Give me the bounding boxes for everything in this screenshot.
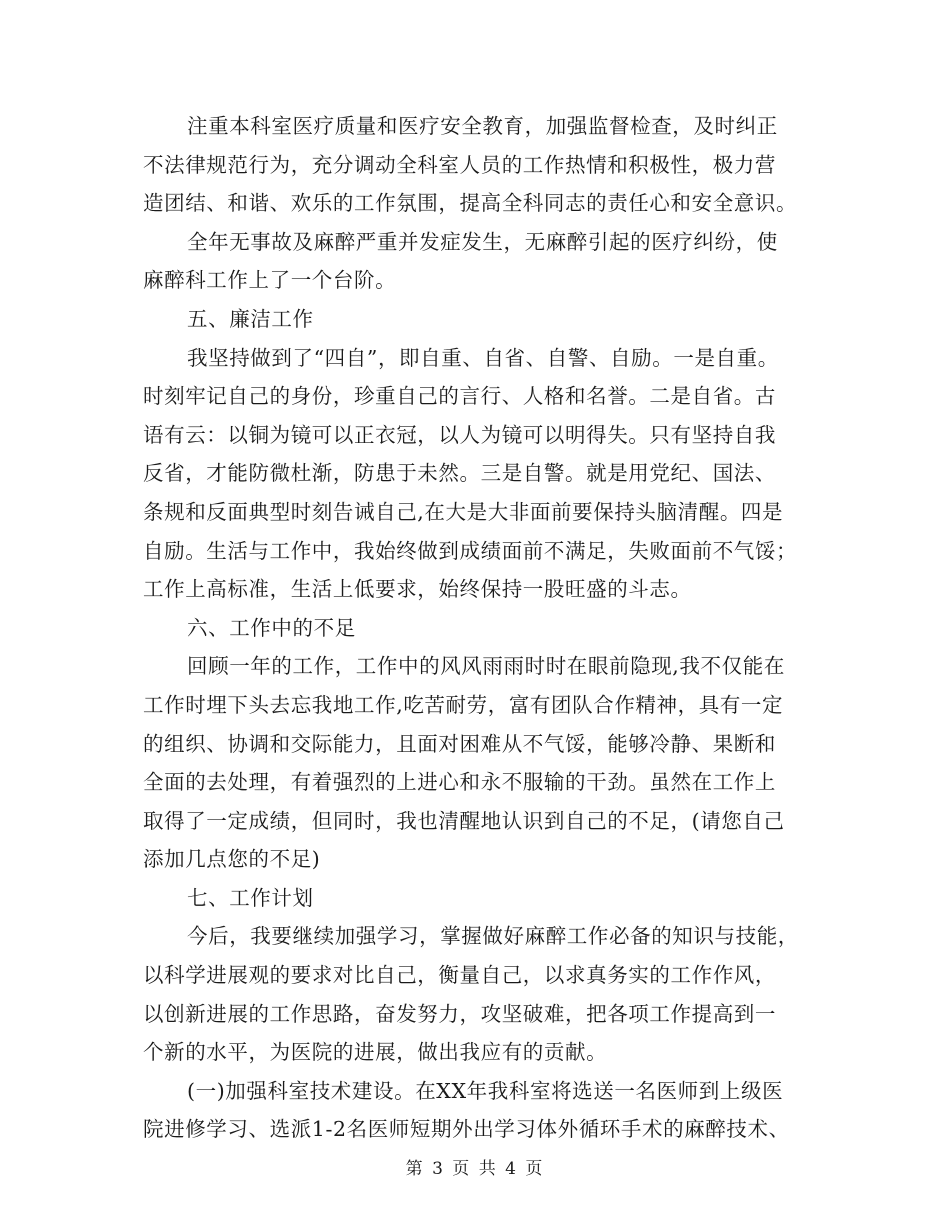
text-line: 全年无事故及麻醉严重并发症发生，无麻醉引起的医疗纠纷，使 (187, 229, 778, 254)
text-line: 麻醉科工作上了一个台阶。 (143, 268, 397, 293)
text-line: 全面的去处理，有着强烈的上进心和永不服输的干劲。虽然在工作上 (143, 770, 776, 795)
text-line: 院进修学习、选派1-2名医师短期外出学习体外循环手术的麻醉技术、 (143, 1117, 790, 1142)
text-line: 造团结、和谐、欢乐的工作氛围，提高全科同志的责任心和安全意识。 (143, 191, 798, 216)
text-line: 工作时埋下头去忘我地工作,吃苦耐劳，富有团队合作精神，具有一定 (143, 692, 784, 717)
text-line: (一)加强科室技术建设。在XX年我科室将选送一名医师到上级医 (187, 1078, 784, 1103)
text-line: 取得了一定成绩，但同时，我也清醒地认识到自己的不足，(请您自己 (143, 808, 785, 833)
text-line: 今后，我要继续加强学习，掌握做好麻醉工作必备的知识与技能， (187, 924, 799, 949)
document-body (143, 107, 813, 1149)
text-line: 条规和反面典型时刻告诫自己,在大是大非面前要保持头脑清醒。四是 (143, 499, 784, 524)
text-line: 五、廉洁工作 (187, 306, 314, 331)
text-line: 时刻牢记自己的身份，珍重自己的言行、人格和名誉。二是自省。古 (143, 384, 776, 409)
text-line: 语有云：以铜为镜可以正衣冠，以人为镜可以明得失。只有坚持自我 (143, 422, 776, 447)
text-line: 工作上高标准，生活上低要求，始终保持一股旺盛的斗志。 (143, 577, 692, 602)
text-line: 自励。生活与工作中，我始终做到成绩面前不满足，失败面前不气馁； (143, 538, 798, 563)
text-line: 不法律规范行为，充分调动全科室人员的工作热情和积极性，极力营 (143, 152, 776, 177)
text-line: 的组织、协调和交际能力，且面对困难从不气馁，能够冷静、果断和 (143, 731, 776, 756)
text-line: 个新的水平，为医院的进展，做出我应有的贡献。 (143, 1040, 608, 1065)
text-line: 六、工作中的不足 (187, 615, 356, 640)
text-line: 以创新进展的工作思路，奋发努力，攻坚破难，把各项工作提高到一 (143, 1001, 776, 1026)
text-line: 我坚持做到了“四自”，即自重、自省、自警、自励。一是自重。 (187, 345, 779, 370)
text-line: 回顾一年的工作，工作中的风风雨雨时时在眼前隐现,我不仅能在 (187, 654, 785, 679)
text-line: 以科学进展观的要求对比自己，衡量自己，以求真务实的工作作风， (143, 963, 776, 988)
text-line: 注重本科室医疗质量和医疗安全教育，加强监督检查，及时纠正 (187, 114, 778, 138)
text-line: 反省，才能防微杜渐，防患于未然。三是自警。就是用党纪、国法、 (143, 461, 776, 486)
page-footer: 第 3 页 共 4 页 (405, 1159, 545, 1179)
text-line: 七、工作计划 (187, 885, 314, 910)
text-line: 添加几点您的不足) (143, 847, 321, 872)
